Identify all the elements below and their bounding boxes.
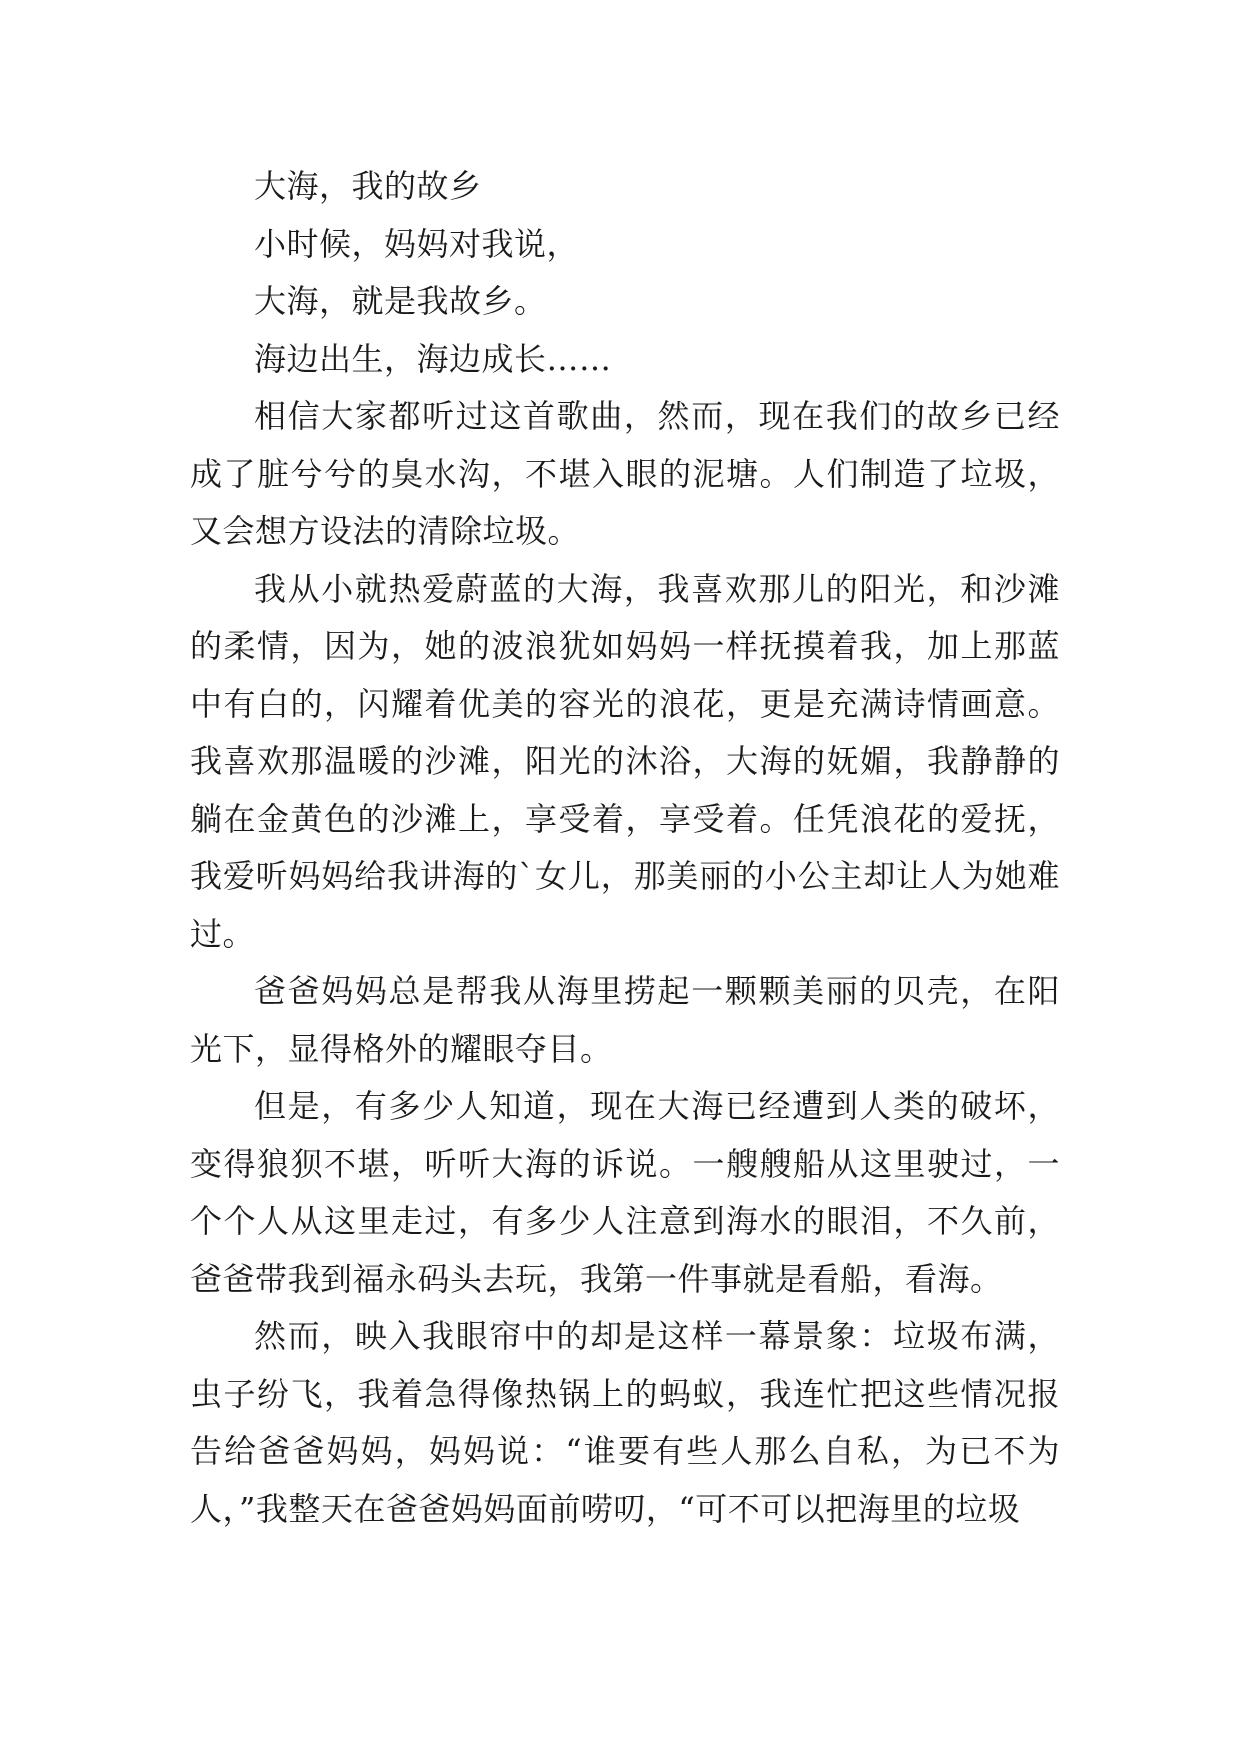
paragraph: 爸爸妈妈总是帮我从海里捞起一颗颗美丽的贝壳，在阳光下，显得格外的耀眼夺目。 — [190, 972, 1060, 1068]
essay-body — [190, 158, 1060, 1538]
paragraph: 大海，就是我故乡。 — [254, 282, 547, 320]
paragraph: 小时候，妈妈对我说， — [254, 224, 580, 263]
paragraph: 大海，我的故乡 — [254, 167, 482, 205]
paragraph: 我从小就热爱蔚蓝的大海，我喜欢那儿的阳光，和沙滩的柔情，因为，她的波浪犹如妈妈一样抚摸着我，加上那蓝中有白的，闪耀着优美的容光的浪花，更是充满诗情画意。我喜欢那温暖的沙滩，阳光的沐浴，大海的妩媚，我静静的躺在金黄色的沙滩上，享受着，享受着。任凭浪花的爱抚，我爱听妈妈给我讲海的`女儿，那美丽的小公主却让人为她难过。 — [190, 569, 1060, 953]
paragraph: 然而，映入我眼帘中的却是这样一幕景象：垃圾布满，虫子纷飞，我着急得像热锅上的蚂蚁，我连忙把这些情况报告给爸爸妈妈，妈妈说：“谁要有些人那么自私，为已不为人，”我整天在爸爸妈妈面前唠叨，“可不可以把海里的垃圾 — [190, 1317, 1060, 1528]
paragraph: 相信大家都听过这首歌曲，然而，现在我们的故乡已经成了脏兮兮的臭水沟，不堪入眼的泥塘。人们制造了垃圾，又会想方设法的清除垃圾。 — [190, 397, 1060, 550]
paragraph: 但是，有多少人知道，现在大海已经遭到人类的破坏，变得狼狈不堪，听听大海的诉说。一艘艘船从这里驶过，一个个人从这里走过，有多少人注意到海水的眼泪，不久前，爸爸带我到福永码头去玩，我第一件事就是看船，看海。 — [190, 1087, 1060, 1298]
paragraph: 海边出生，海边成长…… — [254, 339, 612, 378]
